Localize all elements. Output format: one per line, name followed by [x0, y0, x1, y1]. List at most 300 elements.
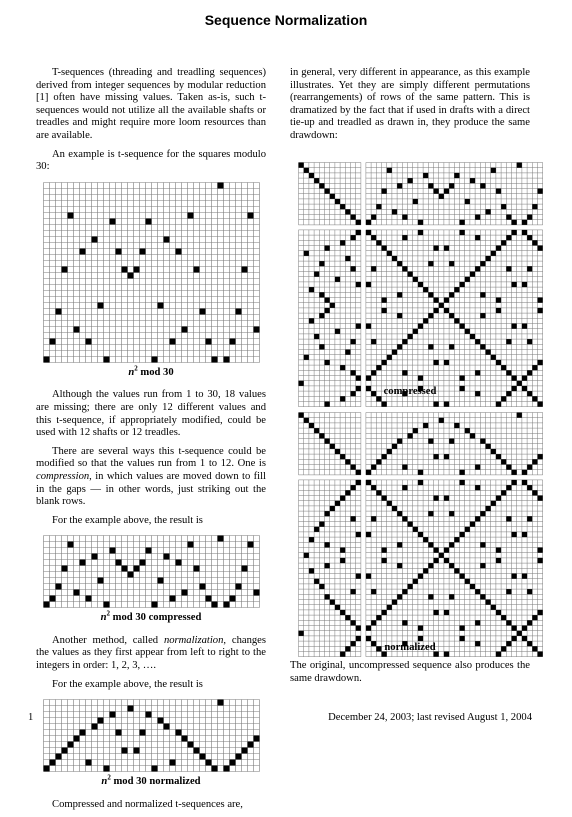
drawdown-cell [512, 636, 517, 641]
drawdown-cell [402, 516, 407, 521]
threading-mark [145, 548, 151, 554]
threading-mark [496, 189, 501, 194]
threading-mark [85, 338, 91, 344]
drawdown-cell [387, 355, 392, 360]
drawdown-cell [538, 558, 543, 563]
paragraph-example: An example is t-sequence for the squares modulo 30: [36, 148, 266, 173]
drawdown-cell [512, 282, 517, 287]
drawdown-cell [387, 251, 392, 256]
drawdown-cell [506, 516, 511, 521]
threading-mark [145, 218, 151, 224]
tieup-mark [351, 215, 356, 220]
drawdown-cell [454, 318, 459, 323]
drawdown-cell [480, 261, 485, 266]
tieup-mark [304, 168, 309, 173]
drawdown-cell [434, 308, 439, 313]
drawdown-cell [366, 532, 371, 537]
treadling-mark [314, 272, 319, 277]
treadling-mark [314, 527, 319, 532]
drawdown-cell [382, 496, 387, 501]
threading-mark [79, 730, 85, 736]
threading-mark [211, 356, 217, 362]
drawdown-cell [397, 292, 402, 297]
threading-mark [408, 433, 413, 438]
grid-lines [43, 536, 259, 608]
threading-mark [85, 760, 91, 766]
threading-mark [376, 459, 381, 464]
treadling-mark [304, 251, 309, 256]
drawdown-cell [460, 626, 465, 631]
paragraph-original-drawdown: The original, uncompressed sequence also produces the same drawdown. [290, 660, 530, 684]
paragraph-result-compressed: For the example above, the result is [52, 514, 203, 526]
threading-mark [49, 596, 55, 602]
treadling-mark [309, 318, 314, 323]
drawdown-cell [538, 652, 543, 657]
tieup-mark [304, 418, 309, 423]
threading-mark [532, 459, 537, 464]
drawdown-cell [465, 329, 470, 334]
threading-mark [139, 560, 145, 566]
treadling-mark [340, 548, 345, 553]
threading-mark [538, 454, 543, 459]
threading-mark [235, 308, 241, 314]
drawdown-cell [512, 376, 517, 381]
threading-mark [139, 248, 145, 254]
drawdown-cell [382, 246, 387, 251]
drawdown-cell [538, 246, 543, 251]
drawdown-cell [449, 313, 454, 318]
drawdown-cell [460, 324, 465, 329]
drawdown-cell [439, 303, 444, 308]
drawdown-cell [423, 318, 428, 323]
drawdown-cell [480, 594, 485, 599]
threading-mark [418, 220, 423, 225]
drawdown-cell [460, 230, 465, 235]
drawdown-cell [387, 501, 392, 506]
threading-mark [73, 590, 79, 596]
threading-mark [97, 578, 103, 584]
drawdown-cell [480, 292, 485, 297]
threading-mark [61, 566, 67, 572]
drawdown-cell [444, 610, 449, 615]
threading-mark [512, 470, 517, 475]
treadling-mark [340, 558, 345, 563]
threading-mark [413, 428, 418, 433]
drawdown-cell [501, 240, 506, 245]
drawdown-cell [532, 615, 537, 620]
drawdown-cell [527, 485, 532, 490]
treadling-mark [309, 568, 314, 573]
drawdown-cell [382, 402, 387, 407]
grid-lines [43, 182, 259, 362]
threading-mark [49, 760, 55, 766]
treadling-mark [335, 329, 340, 334]
treadling-mark [319, 313, 324, 318]
threading-mark [454, 423, 459, 428]
drawdown-cell [496, 558, 501, 563]
threading-mark [55, 584, 61, 590]
drawdown-cell [402, 339, 407, 344]
threading-mark [163, 554, 169, 560]
treadling-mark [351, 266, 356, 271]
threading-mark [175, 560, 181, 566]
drawdown-cell [501, 396, 506, 401]
caption-normalized: $n^2$ mod 30 normalized [101, 773, 201, 788]
drawdown-cell [366, 480, 371, 485]
tieup-mark [309, 173, 314, 178]
threading-mark [157, 718, 163, 724]
threading-mark [366, 220, 371, 225]
drawdown-cell [538, 298, 543, 303]
drawdown-cell [444, 246, 449, 251]
threading-mark [223, 766, 229, 772]
drawdown-cell [522, 574, 527, 579]
drawdown-cell [532, 240, 537, 245]
tieup-mark [340, 454, 345, 459]
threading-mark [151, 766, 157, 772]
drawdown-cell [532, 490, 537, 495]
drawdown-cell [538, 610, 543, 615]
threading-mark [67, 212, 73, 218]
threading-mark [470, 433, 475, 438]
drawdown-cell [428, 261, 433, 266]
drawdown-cell [506, 620, 511, 625]
drawdown-cell [506, 485, 511, 490]
threading-mark [181, 590, 187, 596]
threading-mark [253, 736, 259, 742]
drawdown-cell [465, 527, 470, 532]
drawdown-cell [397, 261, 402, 266]
drawdown-cell [408, 584, 413, 589]
drawdown-cell [454, 537, 459, 542]
threading-mark [465, 428, 470, 433]
paragraph-permutations: in general, very different in appearance, as this example illustrates. Yet they are simply different permutations (rearrangements) of rows of the same pattern. This is dramatized by the fact that if used in drafts with a direct tie-up and treadled as drawn in, they produce the same drawdown: [290, 67, 530, 141]
threading-mark [434, 454, 439, 459]
drawdown-cell [449, 511, 454, 516]
treadling-mark [325, 563, 330, 568]
tieup-mark [325, 439, 330, 444]
drawdown-cell [491, 501, 496, 506]
threading-mark [133, 748, 139, 754]
tieup-mark [345, 209, 350, 214]
threading-mark [522, 220, 527, 225]
drawdown-cell [465, 277, 470, 282]
drawdown-cell [413, 579, 418, 584]
threading-mark [247, 542, 253, 548]
treadling-mark [330, 506, 335, 511]
drawdown-cell [480, 511, 485, 516]
drawdown-cell [486, 600, 491, 605]
drawdown-cell [527, 589, 532, 594]
drawdown-cell [397, 542, 402, 547]
threading-mark [175, 730, 181, 736]
drawdown-cell [423, 568, 428, 573]
threading-mark [91, 724, 97, 730]
drawdown-cell [449, 344, 454, 349]
drawdown-cell [371, 339, 376, 344]
drawdown-cell [366, 230, 371, 235]
treadling-mark [319, 344, 324, 349]
threading-mark [506, 465, 511, 470]
treadling-mark [340, 240, 345, 245]
threading-mark [480, 183, 485, 188]
drawdown-cell [501, 615, 506, 620]
threading-mark [253, 590, 259, 596]
drawdown-cell [402, 589, 407, 594]
drawdown-cell [434, 610, 439, 615]
paragraph-compression: There are several ways this t-sequence could be modified so that the values run from 1 to 12. One is compression, in which values are moved down to fill in the gaps — in other words, just striking out the blank rows. [36, 445, 266, 508]
threading-mark [85, 596, 91, 602]
drawdown-cell [527, 516, 532, 521]
drawdown-cell [366, 626, 371, 631]
drawdown-cell [480, 344, 485, 349]
tieup-mark [335, 199, 340, 204]
treadling-mark [356, 324, 361, 329]
threading-mark [408, 178, 413, 183]
drawdown-cell [486, 350, 491, 355]
drawdown-cell [532, 646, 537, 651]
threading-mark [229, 760, 235, 766]
threading-mark [527, 465, 532, 470]
drawdown-cell [470, 334, 475, 339]
drawdown-cell [444, 360, 449, 365]
drawdown-cell [402, 370, 407, 375]
treadling-mark [340, 396, 345, 401]
treadling-mark [356, 376, 361, 381]
threading-mark [55, 754, 61, 760]
threading-mark [205, 596, 211, 602]
treadling-mark [319, 522, 324, 527]
drawdown-cell [475, 266, 480, 271]
drawdown-cell [506, 339, 511, 344]
drawdown-cell [460, 636, 465, 641]
drawdown-cell [538, 548, 543, 553]
page-number: 1 [28, 712, 34, 723]
drawdown-cell [392, 506, 397, 511]
drawdown-cell [486, 256, 491, 261]
threading-mark [387, 449, 392, 454]
drawdown-cell [532, 365, 537, 370]
treadling-mark [304, 553, 309, 558]
treadling-mark [345, 490, 350, 495]
drawdown-cell [434, 298, 439, 303]
threading-mark [241, 748, 247, 754]
drawdown-cell [506, 370, 511, 375]
page-title: Sequence Normalization [204, 12, 368, 28]
tieup-mark [314, 428, 319, 433]
treadling-mark [319, 261, 324, 266]
tieup-mark [314, 178, 319, 183]
drawdown-cell [460, 574, 465, 579]
drawdown-cell [428, 292, 433, 297]
threading-mark [480, 439, 485, 444]
right-column [290, 67, 530, 149]
threading-mark [217, 182, 223, 188]
threading-mark [371, 215, 376, 220]
threading-mark [121, 566, 127, 572]
threading-mark [501, 204, 506, 209]
drawdown-cell [475, 485, 480, 490]
threading-mark [61, 266, 67, 272]
treadling-mark [335, 501, 340, 506]
threading-mark [247, 212, 253, 218]
threading-mark [91, 236, 97, 242]
drawdown-cell [366, 324, 371, 329]
threading-diagram-compressed [43, 535, 260, 608]
treadling-mark [299, 631, 304, 636]
drawdown-cell [475, 370, 480, 375]
threading-mark [527, 215, 532, 220]
tieup-mark [325, 189, 330, 194]
drawdown-cell [475, 620, 480, 625]
treadling-mark [351, 485, 356, 490]
threading-mark [205, 338, 211, 344]
threading-mark [193, 748, 199, 754]
drawdown-cell [371, 620, 376, 625]
threading-mark [382, 189, 387, 194]
threading-mark [392, 444, 397, 449]
drawdown-cell [434, 558, 439, 563]
tieup-mark [335, 449, 340, 454]
drawdown-cell [480, 563, 485, 568]
threading-mark [211, 766, 217, 772]
threading-mark [121, 266, 127, 272]
drawdown-cell [522, 480, 527, 485]
threading-mark [151, 602, 157, 608]
paragraph-result-normalized: For the example above, the result is [52, 678, 203, 690]
threading-mark [387, 168, 392, 173]
drawdown-cell [444, 496, 449, 501]
drawdown-cell [527, 339, 532, 344]
drawdown-cell [413, 527, 418, 532]
drawdown-cell [470, 584, 475, 589]
threading-mark [67, 742, 73, 748]
drawdown-cell [491, 605, 496, 610]
drawdown-cell [501, 490, 506, 495]
treadling-mark [304, 355, 309, 360]
drawdown-cell [465, 579, 470, 584]
threading-mark [157, 302, 163, 308]
footer-date: December 24, 2003; last revised August 1, 2004 [328, 712, 532, 723]
treadling-mark [351, 235, 356, 240]
threading-mark [181, 326, 187, 332]
threading-mark [97, 302, 103, 308]
threading-mark [423, 173, 428, 178]
threading-mark [109, 548, 115, 554]
drawdown-cell [376, 240, 381, 245]
treadling-mark [356, 626, 361, 631]
threading-mark [439, 194, 444, 199]
drawdown-cell [449, 563, 454, 568]
drawdown-cell [402, 266, 407, 271]
threading-mark [486, 444, 491, 449]
threading-mark [127, 572, 133, 578]
treadling-mark [356, 282, 361, 287]
caption-drawdown-compressed: compressed [383, 386, 437, 397]
drawdown-cell [444, 548, 449, 553]
drawdown-cell [475, 589, 480, 594]
threading-mark [460, 470, 465, 475]
drawdown-cell [512, 532, 517, 537]
tieup-mark [299, 413, 304, 418]
drawdown-cell [449, 292, 454, 297]
drawdown-cell [454, 568, 459, 573]
threading-mark [241, 566, 247, 572]
treadling-mark [325, 542, 330, 547]
tieup-mark [299, 163, 304, 168]
drawdown-cell [491, 251, 496, 256]
drawdown-cell [501, 365, 506, 370]
treadling-mark [325, 594, 330, 599]
drawdown-cell [506, 589, 511, 594]
threading-mark [187, 212, 193, 218]
drawdown-cell [512, 324, 517, 329]
threading-mark [223, 602, 229, 608]
drawdown-cell [397, 313, 402, 318]
threading-mark [517, 163, 522, 168]
drawdown-cell [428, 313, 433, 318]
threading-mark [449, 183, 454, 188]
drawdown-cell [382, 558, 387, 563]
drawdown-cell [397, 511, 402, 516]
drawdown-cell [527, 370, 532, 375]
threading-mark [163, 724, 169, 730]
left-column [36, 67, 266, 817]
threading-mark [439, 418, 444, 423]
drawdown-cell [496, 548, 501, 553]
threading-mark [61, 748, 67, 754]
caption-compressed: $n^2$ mod 30 compressed [100, 609, 202, 624]
drawdown-cell [434, 496, 439, 501]
treadling-mark [340, 496, 345, 501]
threading-mark [470, 178, 475, 183]
treadling-mark [309, 287, 314, 292]
drawdown-cell [486, 506, 491, 511]
drawdown-cell [512, 574, 517, 579]
threading-mark [79, 560, 85, 566]
threading-mark [157, 578, 163, 584]
drawdown-cell [538, 496, 543, 501]
drawdown-cell [382, 298, 387, 303]
drawdown-cell [428, 344, 433, 349]
tieup-mark [319, 183, 324, 188]
drawdown-cell [376, 615, 381, 620]
treadling-mark [340, 365, 345, 370]
tieup-mark [351, 465, 356, 470]
drawdown-cell [408, 272, 413, 277]
drawdown-cell [423, 537, 428, 542]
drawdown-cell [496, 360, 501, 365]
drawdown-cell [522, 282, 527, 287]
threading-mark [145, 712, 151, 718]
tieup-mark [356, 470, 361, 475]
drawdown-cell [475, 235, 480, 240]
threading-diagram-original [43, 182, 260, 363]
drawdown-cell [418, 480, 423, 485]
threading-mark [193, 566, 199, 572]
drawdown-cell [496, 496, 501, 501]
drawdown-cell [408, 522, 413, 527]
threading-mark [67, 542, 73, 548]
treadling-mark [314, 579, 319, 584]
drawdown-cell [392, 600, 397, 605]
tieup-mark [340, 204, 345, 209]
threading-mark [253, 326, 259, 332]
threading-mark [163, 236, 169, 242]
threading-mark [434, 189, 439, 194]
threading-mark [428, 183, 433, 188]
caption-drawdown-normalized: normalized [384, 642, 436, 653]
